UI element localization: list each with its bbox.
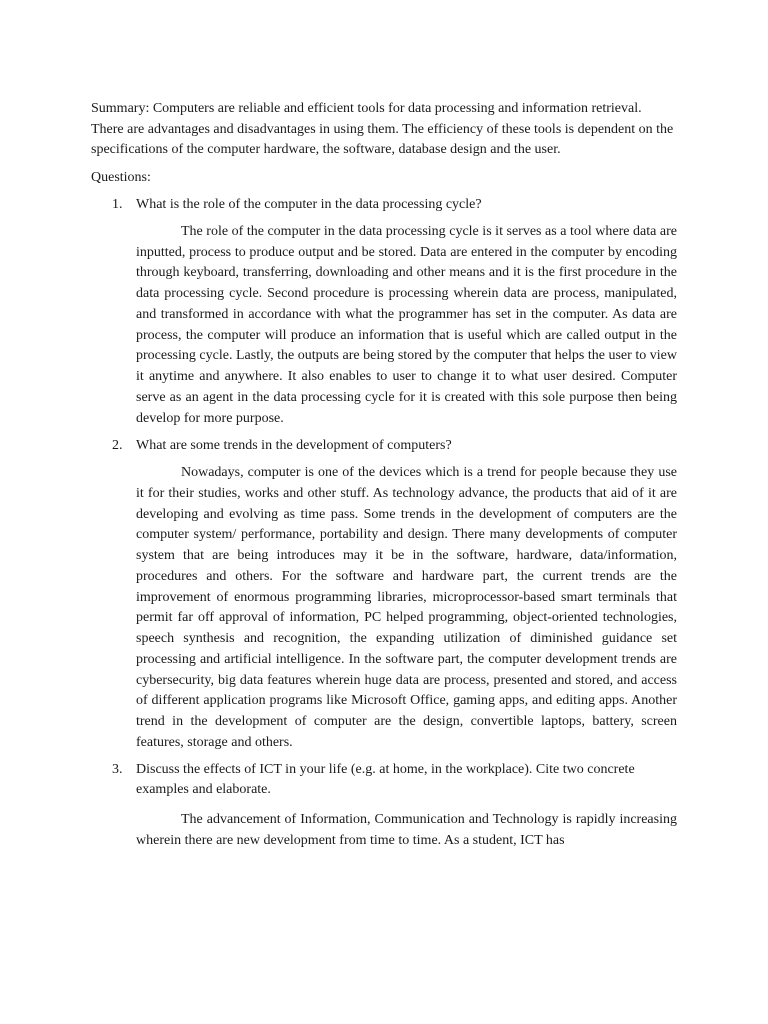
question-number: 3. [112,761,123,777]
question-text: What are some trends in the development of computers? [136,438,452,454]
question-number: 2. [112,438,123,454]
questions-heading: Questions: [91,170,151,186]
question-list [91,195,677,851]
question-text: Discuss the effects of ICT in your life (e.g. at home, in the workplace). Cite two concrete examples and elaborate. [136,761,635,798]
answer-paragraph: Nowadays, computer is one of the devices which is a trend for people because they use it for their studies, works and other stuff. As technology advance, the products that aid of it are developing and evolving as time pass. Some trends in the development of computers are the computer system/ performance, portability and design. There many developments of computer system that are being introduces may it be in the software, hardware, data/information, procedures and others. For the software and hardware part, the current trends are the improvement of enormous programming libraries, microprocessor-based smart terminals that permit far off approval of information, PC helped programming, object-oriented technologies, speech synthesis and recognition, the expanding utilization of diminished guidance set processing and artificial intelligence. In the software part, the computer development trends are cybersecurity, big data features wherein huge data are process, presented and stored, and access of different application programs like Microsoft Office, gaming apps, and editing apps. Another trend in the development of computer are the design, convertible laptops, battery, screen features, storage and others. [136,465,677,750]
question-item [91,195,677,429]
summary-paragraph: Summary: Computers are reliable and efficient tools for data processing and information retrieval. There are advantages and disadvantages in using them. The efficiency of these tools is dependent on the specifications of the computer hardware, the software, database design and the user. [91,101,674,158]
answer-paragraph: The role of the computer in the data processing cycle is it serves as a tool where data are inputted, process to produce output and be stored. Data are entered in the computer by encoding through keyboard, transferring, downloading and other means and it is the first procedure in the data processing cycle. Second procedure is processing wherein data are process, manipulated, and transformed in accordance with what the programmer has set in the computer. As data are process, the computer will produce an information that is useful which are called output in the processing cycle. Lastly, the outputs are being stored by the computer that helps the user to view it anytime and anywhere. It also enables to user to change it to what user desired. Computer serve as an agent in the data processing cycle for it is created with this sole purpose then being develop for more purpose. [136,223,677,426]
question-item [91,760,677,852]
question-item [91,436,677,753]
question-number: 1. [112,197,123,213]
question-text: What is the role of the computer in the data processing cycle? [136,197,482,213]
answer-paragraph: The advancement of Information, Communication and Technology is rapidly increasing wherein there are new development from time to time. As a student, ICT has [136,811,677,848]
